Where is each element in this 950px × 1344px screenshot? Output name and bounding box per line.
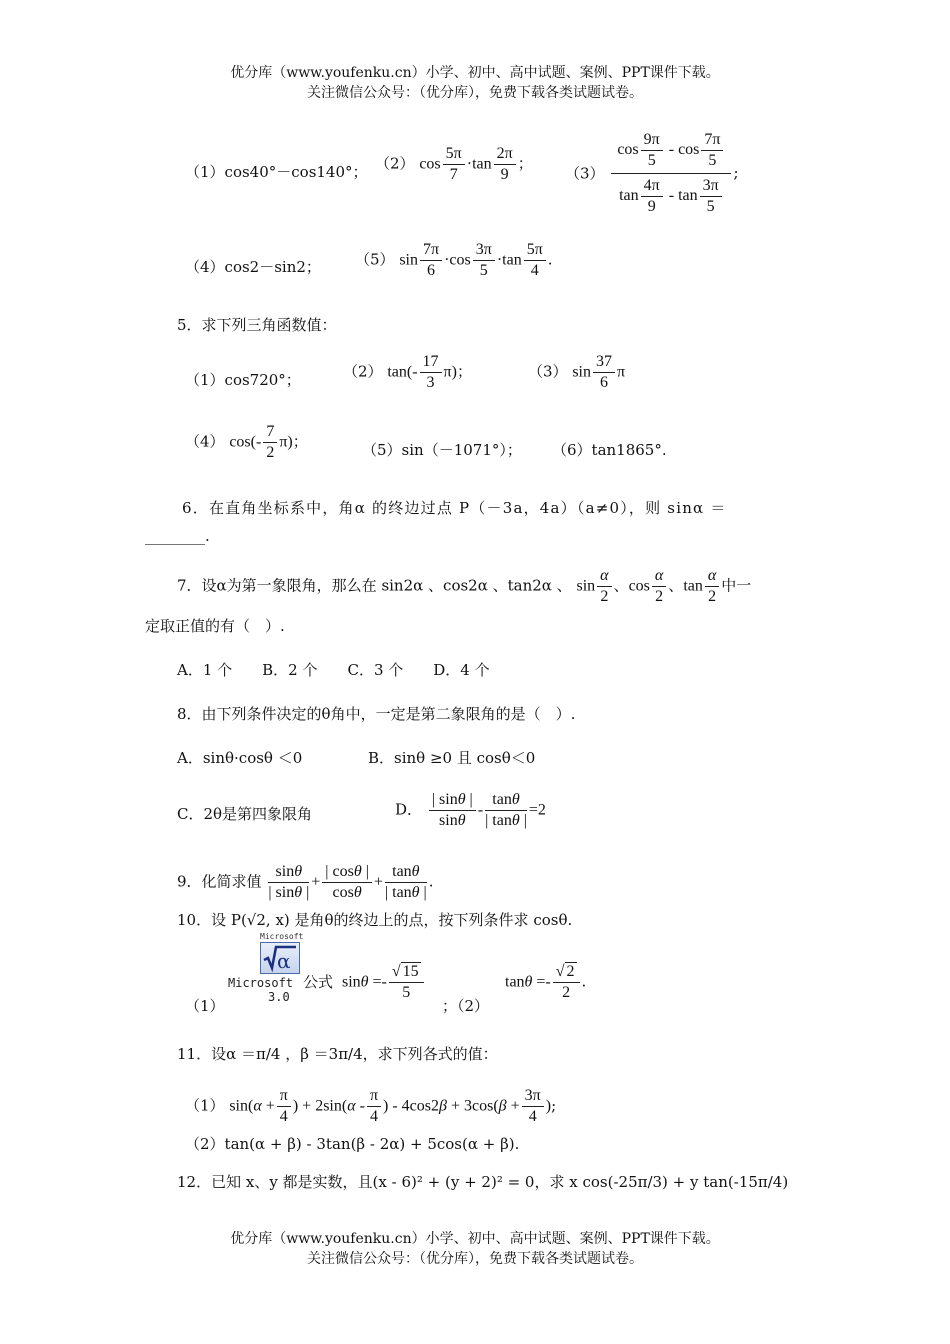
q8-option-c: C．2θ是第四象限角	[177, 805, 313, 823]
q5-part-5: （5）sin（－1071°）；	[362, 441, 522, 459]
logo-caption: 公式	[303, 973, 334, 991]
page-footer-line-2: 关注微信公众号：（优分库），免费下载各类试题试卷。	[307, 1251, 643, 1267]
q10-stem: 10．设 P(√2, x) 是角θ的终边上的点，按下列条件求 cosθ.	[177, 911, 573, 929]
equation-editor-logo	[228, 932, 308, 1004]
q7-options: A．1 个 B．2 个 C．3 个 D．4 个	[177, 661, 490, 679]
q5-part-3: （3） sin $\frac{37}{6}$ π	[528, 353, 626, 391]
q6-answer-blank: ________.	[145, 527, 210, 545]
page-header-line-2: 关注微信公众号：（优分库），免费下载各类试题试卷。	[307, 85, 643, 101]
page-footer-line-1: 优分库（www.youfenku.cn）小学、初中、高中试题、案例、PPT课件下载。	[230, 1231, 720, 1247]
q5-part-1: （1）cos720°；	[185, 371, 301, 389]
q8-option-d: D． $\frac{| \sin\theta |}{\sin\theta}$ - $\frac{\tan\theta}{| \tan\theta |}$ =2	[395, 791, 546, 829]
q5-part-2: （2） tan(- $\frac{17}{3}$ π)；	[343, 353, 472, 391]
q10-part-1: sinθ =- $\frac{√ 15}{5}$	[342, 962, 426, 1003]
q11-part-2: （2）tan(α + β) - 3tan(β - 2α) + 5cos(α + β).	[185, 1135, 520, 1153]
q7-stem-continued: 定取正值的有（ ）.	[145, 617, 285, 635]
q11-part-1: （1） sin(α + $\frac{\pi}{4}$ ) + 2sin(α - $\frac{\pi}{4}$ ) - 4cos2β + 3cos(β + $\frac{3\pi}{4}$ );	[185, 1087, 557, 1125]
page-header-line-1: 优分库（www.youfenku.cn）小学、初中、高中试题、案例、PPT课件下载。	[230, 65, 720, 81]
q10-part-2: tanθ =- $\frac{√ 2}{2}$ .	[505, 963, 587, 1001]
q8-option-b: B．sinθ ≥0 且 cosθ＜0	[368, 749, 536, 767]
q10-part-1-label: （1）	[185, 997, 225, 1015]
logo-text-line-2: Microsoft	[228, 976, 294, 990]
q4-part-4: （4）cos2－sin2；	[185, 258, 321, 276]
q10-part-2-label: ；（2）	[442, 997, 490, 1015]
q11-stem: 11．设α ＝π/4 ，β ＝3π/4，求下列各式的值：	[177, 1045, 498, 1063]
sqrt-alpha-icon	[260, 942, 300, 974]
q4-part-5: （5） sin $\frac{7\pi}{6}$ ·cos $\frac{3\pi}{5}$ ·tan $\frac{5\pi}{4}$ .	[355, 241, 553, 279]
svg-text:α: α	[277, 949, 291, 972]
q12-stem: 12．已知 x、y 都是实数，且(x - 6)² + (y + 2)² = 0，求 x cos(-25π/3) + y tan(-15π/4)	[177, 1173, 789, 1191]
q9-stem: 9．化简求值 $\frac{\sin\theta}{| \sin\theta |}$ + $\frac{| \cos\theta |}{\cos\theta}$ + $\frac{\tan\theta}{| \tan\theta |}$ .	[177, 863, 434, 901]
q6-stem: 6．在直角坐标系中，角α 的终边过点 P（－3a，4a）（a≠0），则 sinα ＝	[182, 499, 727, 517]
q5-part-6: （6）tan1865°.	[552, 441, 667, 459]
q4-part-2: （2） cos $\frac{5\pi}{7}$ ·tan $\frac{2\pi}{9}$ ；	[375, 145, 533, 183]
q7-stem: 7．设α为第一象限角，那么在 sin2α 、cos2α 、tan2α 、 sin $\frac{\alpha}{2}$ 、cos $\frac{\alpha}{2}$ 、tan $\frac{\alpha}{2}$ 中一	[177, 567, 752, 605]
q5-part-4: （4） cos(- $\frac{7}{2}$ π)；	[185, 423, 308, 461]
q4-part-3: （3） cos $\frac{9\pi}{5}$ - cos $\frac{7\pi}{5}$ tan $\frac{4\pi}{9}$ - tan $\frac{3\pi}{5}$ ;	[565, 128, 739, 219]
q4-part-1: （1）cos40°－cos140°；	[185, 163, 368, 181]
q8-stem: 8．由下列条件决定的θ角中，一定是第二象限角的是（ ）.	[177, 705, 576, 723]
q8-option-a: A．sinθ·cosθ ＜0	[177, 749, 303, 767]
logo-version: 3.0	[268, 990, 290, 1004]
logo-brand-text: Microsoft	[260, 932, 304, 941]
q5-stem: 5．求下列三角函数值：	[177, 316, 337, 334]
